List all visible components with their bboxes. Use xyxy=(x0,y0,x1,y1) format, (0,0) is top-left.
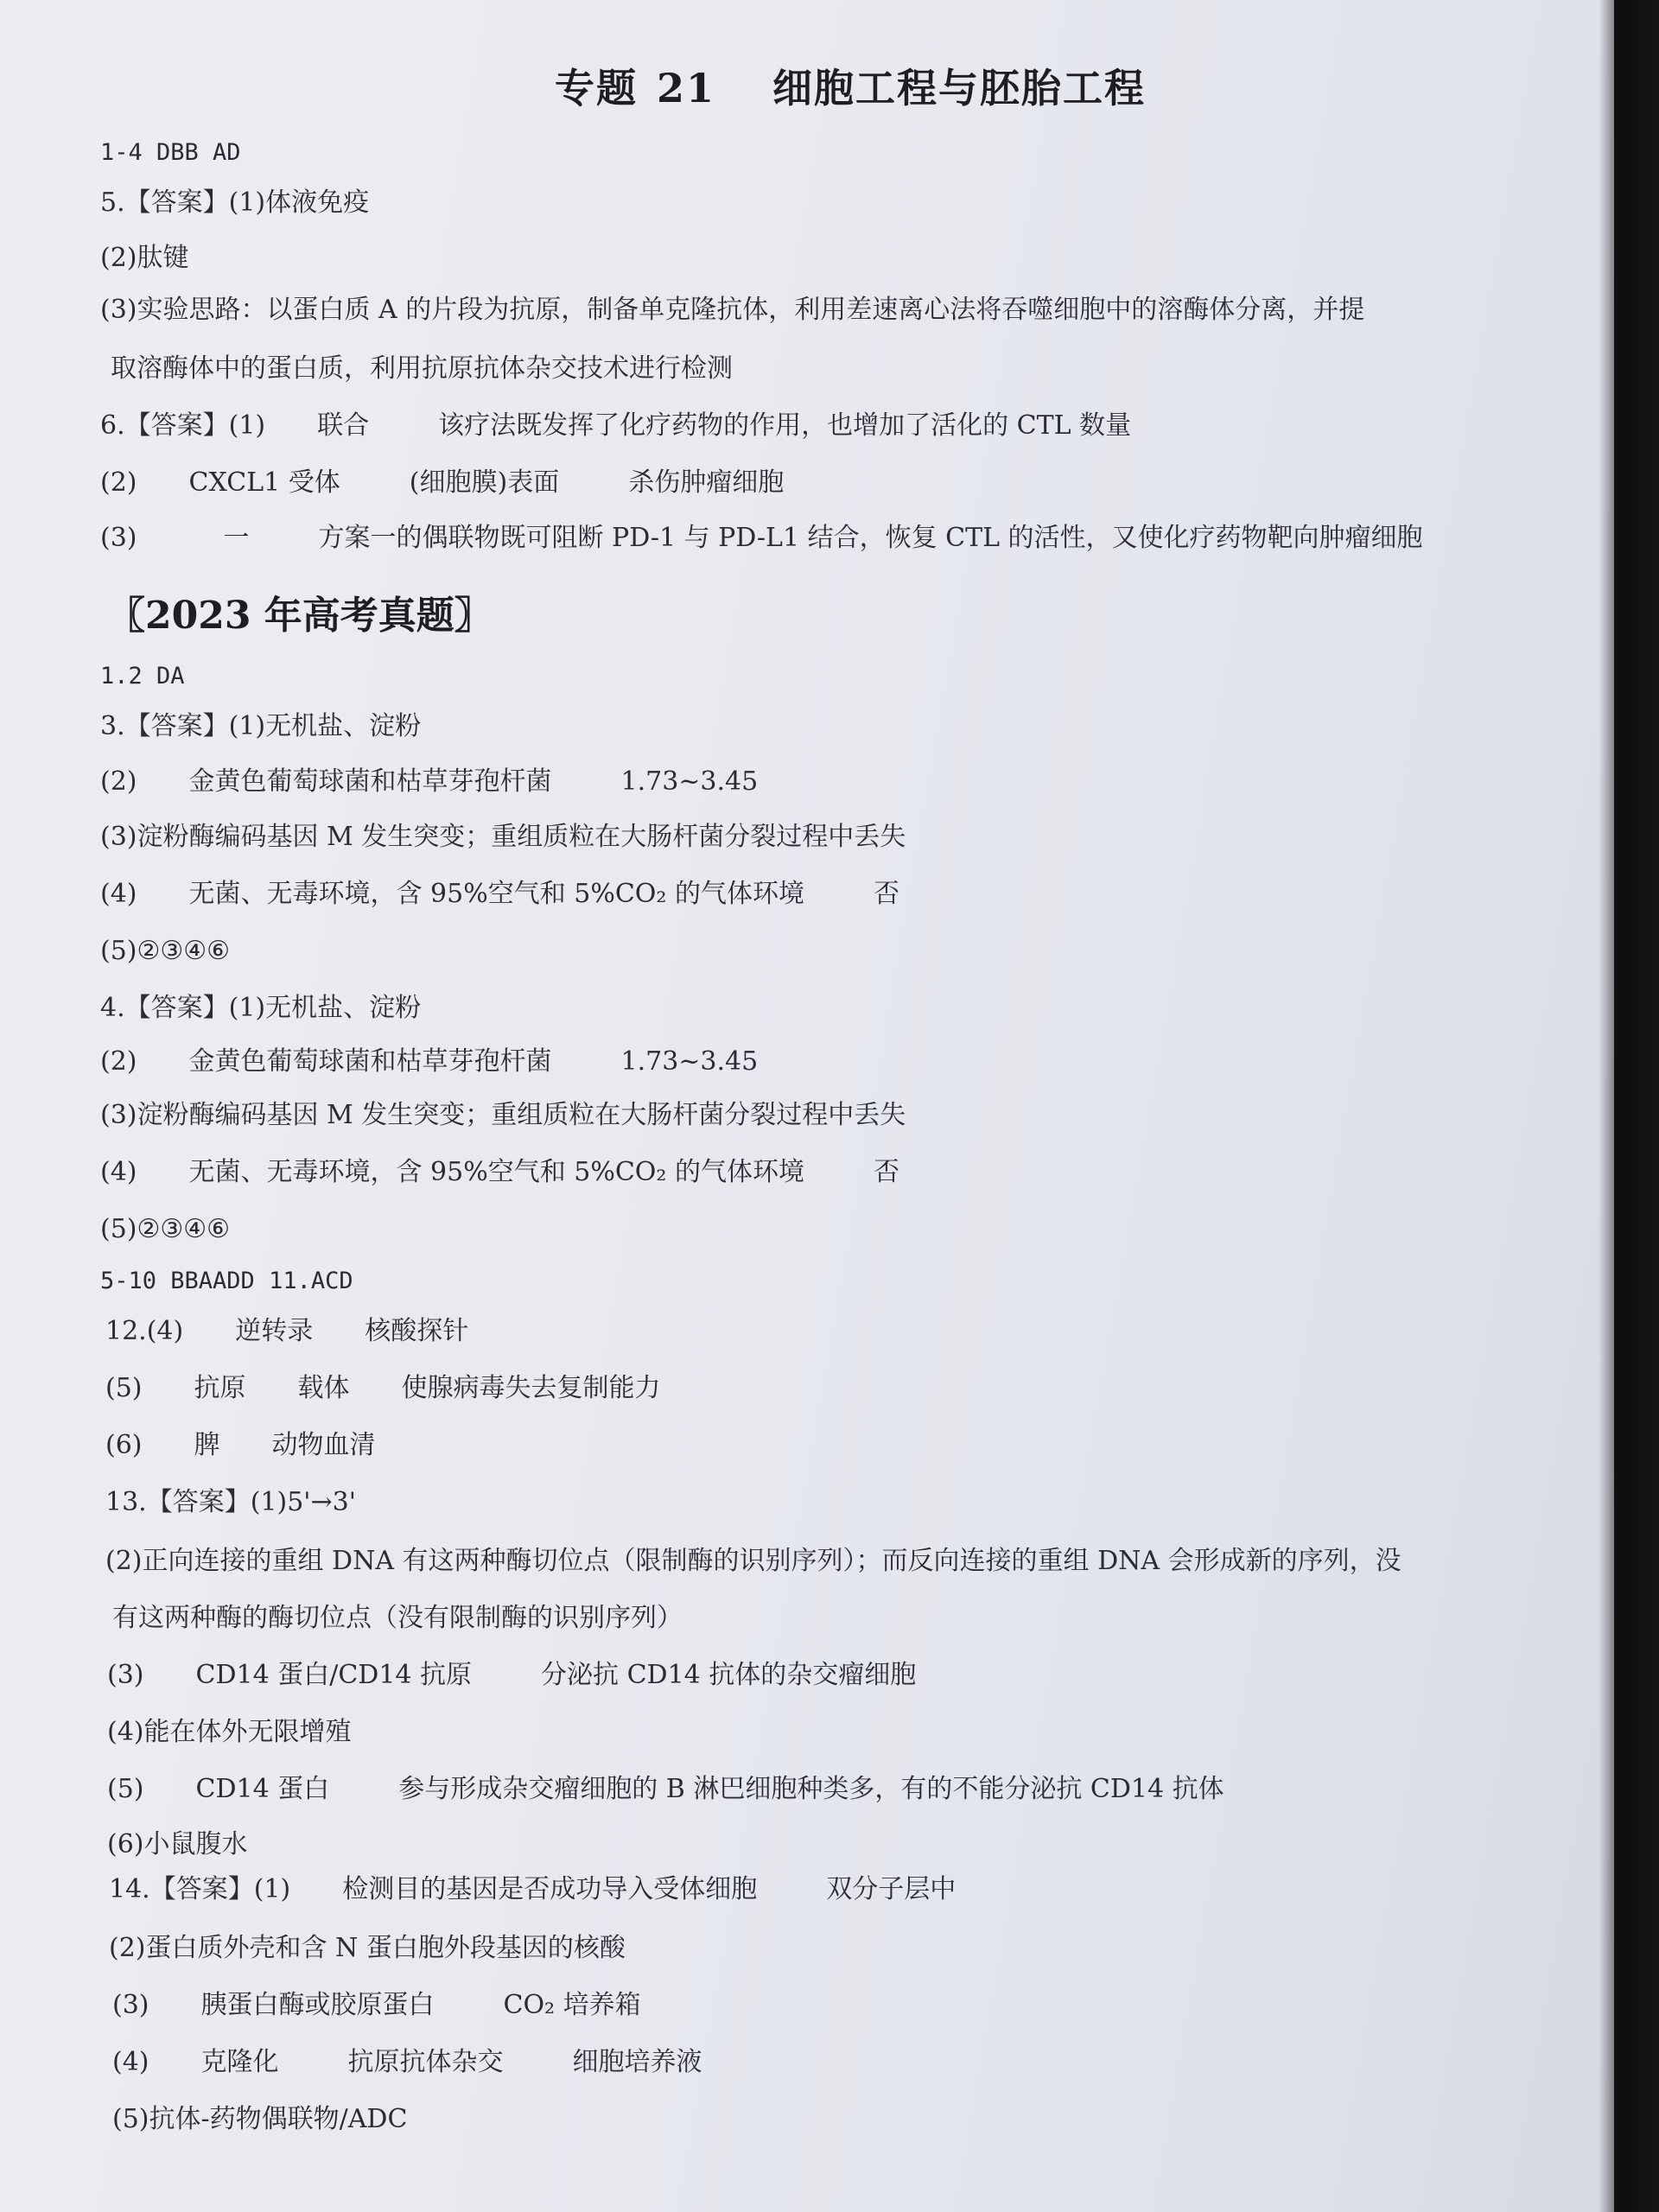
answer-segment: 载体 xyxy=(297,1373,350,1403)
answer-line xyxy=(100,411,1131,440)
answer-segment: 无菌、无毒环境，含 95%空气和 5%CO₂ 的气体环境 xyxy=(188,1157,804,1187)
answer-segment: 方案一的偶联物既可阻断 PD-1 与 PD-L1 结合，恢复 CTL 的活性，又使化疗药物靶向肿瘤细胞 xyxy=(318,523,1423,553)
answer-line: 13.【答案】(1)5'→3' xyxy=(105,1487,357,1517)
answer-line xyxy=(100,880,899,908)
answer-line: 有这两种酶的酶切位点（没有限制酶的识别序列） xyxy=(112,1603,683,1633)
answer-segment: 1.73~3.45 xyxy=(620,1046,759,1077)
answer-line: (5)②③④⑥ xyxy=(100,1214,231,1244)
page-title xyxy=(0,57,1614,114)
answer-line: 5.【答案】(1)体液免疫 xyxy=(100,188,370,218)
answer-segment: 无菌、无毒环境，含 95%空气和 5%CO₂ 的气体环境 xyxy=(188,879,804,909)
answer-line: 1-4 DBB AD xyxy=(100,139,241,166)
answer-line: (2)肽键 xyxy=(100,243,189,273)
answer-segment: 一 xyxy=(223,523,250,553)
answer-segment: (2) xyxy=(100,766,137,797)
answer-segment: (6) xyxy=(105,1430,143,1460)
answer-segment: (4) xyxy=(100,879,137,909)
answer-line: (3)淀粉酶编码基因 M 发生突变；重组质粒在大肠杆菌分裂过程中丢失 xyxy=(100,822,906,852)
answer-segment: (3) xyxy=(112,1990,149,2020)
answer-line: (4)能在体外无限增殖 xyxy=(107,1717,352,1747)
answer-segment: 使腺病毒失去复制能力 xyxy=(401,1373,661,1403)
answer-segment: 分泌抗 CD14 抗体的杂交瘤细胞 xyxy=(541,1660,917,1690)
answer-line xyxy=(100,468,784,497)
answer-segment: CO₂ 培养箱 xyxy=(503,1990,641,2020)
answer-segment: 1.73~3.45 xyxy=(620,766,759,797)
answer-segment: 参与形成杂交瘤细胞的 B 淋巴细胞种类多，有的不能分泌抗 CD14 抗体 xyxy=(398,1774,1224,1804)
answer-line xyxy=(107,1775,1224,1803)
answer-line: (5)抗体-药物偶联物/ADC xyxy=(112,2104,408,2134)
answer-segment: 双分子层中 xyxy=(826,1874,957,1904)
answer-segment: (3) xyxy=(100,523,137,553)
answer-segment: 联合 xyxy=(317,410,370,441)
answer-segment: 克隆化 xyxy=(200,2047,279,2077)
answer-line: 取溶酶体中的蛋白质，利用抗原抗体杂交技术进行检测 xyxy=(111,353,733,384)
answer-segment: 金黄色葡萄球菌和枯草芽孢杆菌 xyxy=(188,1046,552,1077)
answer-segment: (2) xyxy=(100,467,137,498)
answer-segment: 抗原抗体杂交 xyxy=(347,2047,504,2077)
answer-segment: 杀伤肿瘤细胞 xyxy=(628,467,785,498)
answer-segment: 检测目的基因是否成功导入受体细胞 xyxy=(342,1874,758,1904)
answer-line xyxy=(100,1158,899,1186)
answer-line xyxy=(100,767,758,796)
answer-line: (3)淀粉酶编码基因 M 发生突变；重组质粒在大肠杆菌分裂过程中丢失 xyxy=(100,1100,906,1130)
answer-segment: 12.(4) xyxy=(105,1316,184,1346)
answer-segment: CD14 蛋白/CD14 抗原 xyxy=(195,1660,473,1690)
answer-segment: 细胞培养液 xyxy=(572,2047,702,2077)
answer-segment: 动物血清 xyxy=(271,1430,376,1460)
answer-segment: 脾 xyxy=(194,1430,220,1460)
answer-segment: 否 xyxy=(873,879,899,909)
answer-segment: 该疗法既发挥了化疗药物的作用，也增加了活化的 CTL 数量 xyxy=(438,410,1132,441)
section-heading: 〖2023 年高考真题〗 xyxy=(107,594,493,638)
answer-line: (6)小鼠腹水 xyxy=(107,1829,248,1859)
answer-segment: (3) xyxy=(107,1660,144,1690)
answer-line: (2)正向连接的重组 DNA 有这两种酶切位点（限制酶的识别序列）；而反向连接的重组 DNA 会形成新的序列，没 xyxy=(105,1546,1402,1576)
answer-line: 4.【答案】(1)无机盐、淀粉 xyxy=(100,993,422,1023)
answer-line: 1.2 DA xyxy=(100,663,185,690)
answer-segment: (4) xyxy=(112,2047,149,2077)
answer-segment: (5) xyxy=(107,1774,144,1804)
answer-segment: 金黄色葡萄球菌和枯草芽孢杆菌 xyxy=(188,766,552,797)
answer-line xyxy=(105,1374,661,1402)
answer-line: 3.【答案】(1)无机盐、淀粉 xyxy=(100,711,422,741)
answer-line xyxy=(112,1991,641,2019)
answer-segment: 逆转录 xyxy=(235,1316,314,1346)
answer-segment: (4) xyxy=(100,1157,137,1187)
answer-line xyxy=(100,1047,758,1076)
answer-line xyxy=(107,1661,916,1689)
page-edge-shadow xyxy=(1599,0,1659,2212)
answer-segment: 14.【答案】(1) xyxy=(109,1874,291,1904)
answer-line: (2)蛋白质外壳和含 N 蛋白胞外段基因的核酸 xyxy=(109,1933,626,1963)
answer-segment: 否 xyxy=(873,1157,899,1187)
answer-line: (3)实验思路：以蛋白质 A 的片段为抗原，制备单克隆抗体，利用差速离心法将吞噬细胞中的溶酶体分离，并提 xyxy=(100,295,1365,325)
answer-segment: (细胞膜)表面 xyxy=(409,467,560,498)
answer-line: (5)②③④⑥ xyxy=(100,936,231,966)
answer-segment: CXCL1 受体 xyxy=(188,467,340,498)
answer-segment: 6.【答案】(1) xyxy=(100,410,266,441)
answer-line xyxy=(100,524,1423,552)
answer-segment: 核酸探针 xyxy=(365,1316,469,1346)
answer-line xyxy=(105,1431,376,1459)
answer-segment: (5) xyxy=(105,1373,143,1403)
answer-segment: 抗原 xyxy=(194,1373,246,1403)
answer-line xyxy=(112,2048,702,2076)
title-number: 21 xyxy=(656,65,715,111)
answer-line xyxy=(105,1317,468,1345)
answer-segment: (2) xyxy=(100,1046,137,1077)
answer-segment: 胰蛋白酶或胶原蛋白 xyxy=(200,1990,435,2020)
title-text: 细胞工程与胚胎工程 xyxy=(772,65,1147,111)
answer-line xyxy=(109,1875,956,1904)
title-prefix: 专题 xyxy=(554,65,638,111)
answer-segment: CD14 蛋白 xyxy=(195,1774,330,1804)
answer-line: 5-10 BBAADD 11.ACD xyxy=(100,1268,353,1294)
